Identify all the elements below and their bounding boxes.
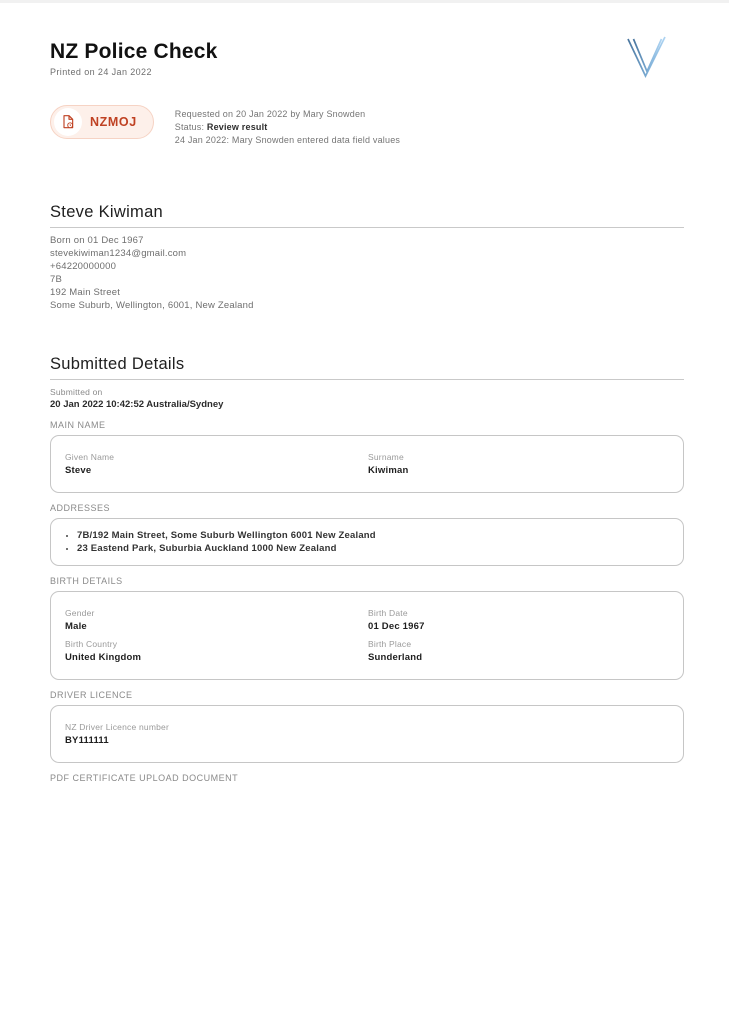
person-phone: +64220000000 [50, 261, 117, 272]
field-licence-number [65, 722, 669, 746]
field-label: Birth Date [368, 608, 408, 618]
check-badge-label: NZMOJ [90, 115, 137, 129]
driver-licence-label: DRIVER LICENCE [50, 690, 133, 700]
field-birth-place [368, 639, 669, 663]
field-given-name [65, 452, 368, 476]
submitted-on-value: 20 Jan 2022 10:42:52 Australia/Sydney [50, 399, 224, 410]
check-badge [50, 105, 154, 139]
driver-licence-card [50, 705, 684, 763]
person-address-unit: 7B [50, 274, 63, 285]
addresses-label: ADDRESSES [50, 503, 111, 513]
status-value: Review result [206, 122, 268, 132]
check-meta-block [175, 108, 400, 147]
person-section [50, 203, 684, 312]
field-label: Given Name [65, 452, 115, 462]
field-label: NZ Driver Licence number [65, 722, 169, 732]
field-label: Birth Country [65, 639, 118, 649]
addresses-card [50, 518, 684, 566]
document-icon [54, 108, 82, 136]
page-title: NZ Police Check [50, 40, 218, 63]
submitted-on-label: Submitted on [50, 387, 103, 397]
requested-line: Requested on 20 Jan 2022 by Mary Snowden [174, 109, 366, 119]
person-address-street: 192 Main Street [50, 287, 121, 298]
address-item: • 7B/192 Main Street, Some Suburb Wellington 6001 New Zealand [77, 529, 669, 542]
field-value: Kiwiman [368, 465, 409, 476]
check-summary-row [50, 105, 684, 147]
field-label: Birth Place [368, 639, 412, 649]
field-birth-date [368, 608, 669, 632]
verifier-v-logo [624, 35, 670, 84]
field-value: Sunderland [368, 652, 423, 663]
main-name-card [50, 435, 684, 493]
field-label: Surname [368, 452, 404, 462]
status-label: Status: [174, 122, 207, 132]
main-name-label: MAIN NAME [50, 420, 106, 430]
person-dob: Born on 01 Dec 1967 [50, 235, 144, 246]
status-line [175, 121, 400, 134]
field-value: BY111111 [65, 735, 109, 746]
header-title-block [50, 39, 218, 77]
field-birth-country [65, 639, 368, 663]
submitted-details-heading: Submitted Details [50, 355, 684, 380]
person-address-locality: Some Suburb, Wellington, 6001, New Zealand [50, 300, 254, 311]
field-label: Gender [65, 608, 95, 618]
person-name-heading: Steve Kiwiman [50, 203, 684, 228]
submitted-details-section [50, 355, 684, 783]
person-email: stevekiwiman1234@gmail.com [50, 248, 187, 259]
top-divider [0, 0, 729, 3]
history-line: 24 Jan 2022: Mary Snowden entered data field values [174, 135, 401, 145]
birth-details-label: BIRTH DETAILS [50, 576, 123, 586]
field-value: Male [65, 621, 87, 632]
address-item: • 23 Eastend Park, Suburbia Auckland 1000 New Zealand [77, 542, 669, 555]
field-value: United Kingdom [65, 652, 142, 663]
address-list [65, 529, 669, 555]
field-value: Steve [65, 465, 92, 476]
field-gender [65, 608, 368, 632]
birth-details-card [50, 591, 684, 680]
field-value: 01 Dec 1967 [368, 621, 425, 632]
person-info-block [50, 234, 684, 312]
field-surname [368, 452, 669, 476]
printed-on-text: Printed on 24 Jan 2022 [50, 67, 152, 77]
pdf-certificate-label: PDF CERTIFICATE UPLOAD DOCUMENT [50, 773, 239, 783]
document-header [50, 39, 684, 84]
